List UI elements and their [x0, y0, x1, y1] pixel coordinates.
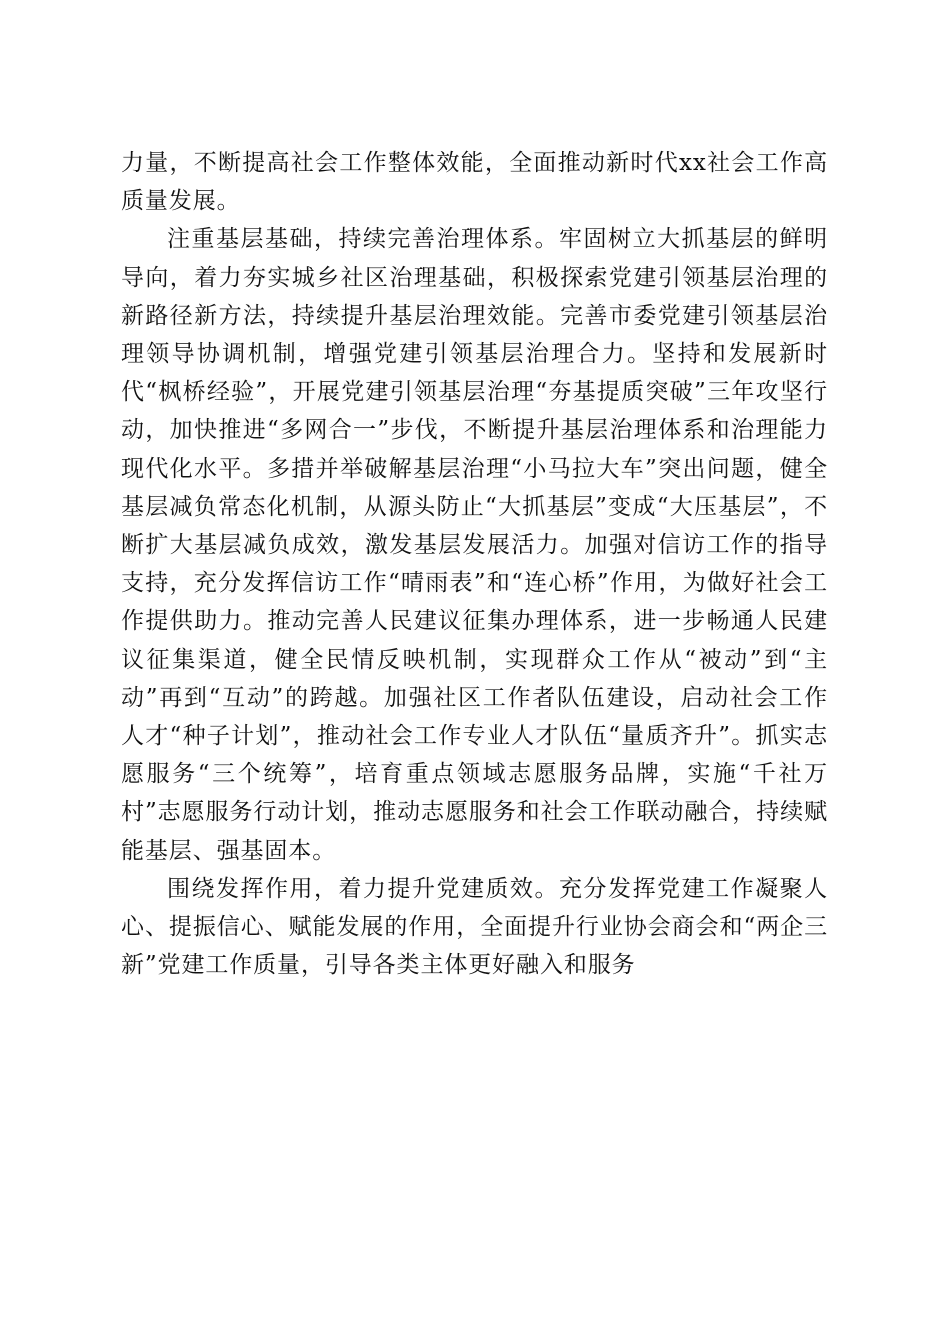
document-body [121, 144, 828, 984]
paragraph-continuation: 力量，不断提高社会工作整体效能，全面推动新时代xx社会工作高质量发展。 [121, 150, 828, 215]
paragraph-party-building: 围绕发挥作用，着力提升党建质效。充分发挥党建工作凝聚人心、提振信心、赋能发展的作用，全面提升行业协会商会和“两企三新”党建工作质量，引导各类主体更好融入和服务 [121, 875, 828, 979]
paragraph-grassroots-governance: 注重基层基础，持续完善治理体系。牢固树立大抓基层的鲜明导向，着力夯实城乡社区治理基础，积极探索党建引领基层治理的新路径新方法，持续提升基层治理效能。完善市委党建引领基层治理领导协调机制，增强党建引领基层治理合力。坚持和发展新时代“枫桥经验”，开展党建引领基层治理“夯基提质突破”三年攻坚行动，加快推进“多网合一”步伐，不断提升基层治理体系和治理能力现代化水平。多措并举破解基层治理“小马拉大车”突出问题，健全基层减负常态化机制，从源头防止“大抓基层”变成“大压基层”，不断扩大基层减负成效，激发基层发展活力。加强对信访工作的指导支持，充分发挥信访工作“晴雨表”和“连心桥”作用，为做好社会工作提供助力。推动完善人民建议征集办理体系，进一步畅通人民建议征集渠道，健全民情反映机制，实现群众工作从“被动”到“主动”再到“互动”的跨越。加强社区工作者队伍建设，启动社会工作人才“种子计划”，推动社会工作专业人才队伍“量质齐升”。抓实志愿服务“三个统筹”，培育重点领域志愿服务品牌，实施“千社万村”志愿服务行动计划，推动志愿服务和社会工作联动融合，持续赋能基层、强基固本。 [121, 226, 828, 864]
